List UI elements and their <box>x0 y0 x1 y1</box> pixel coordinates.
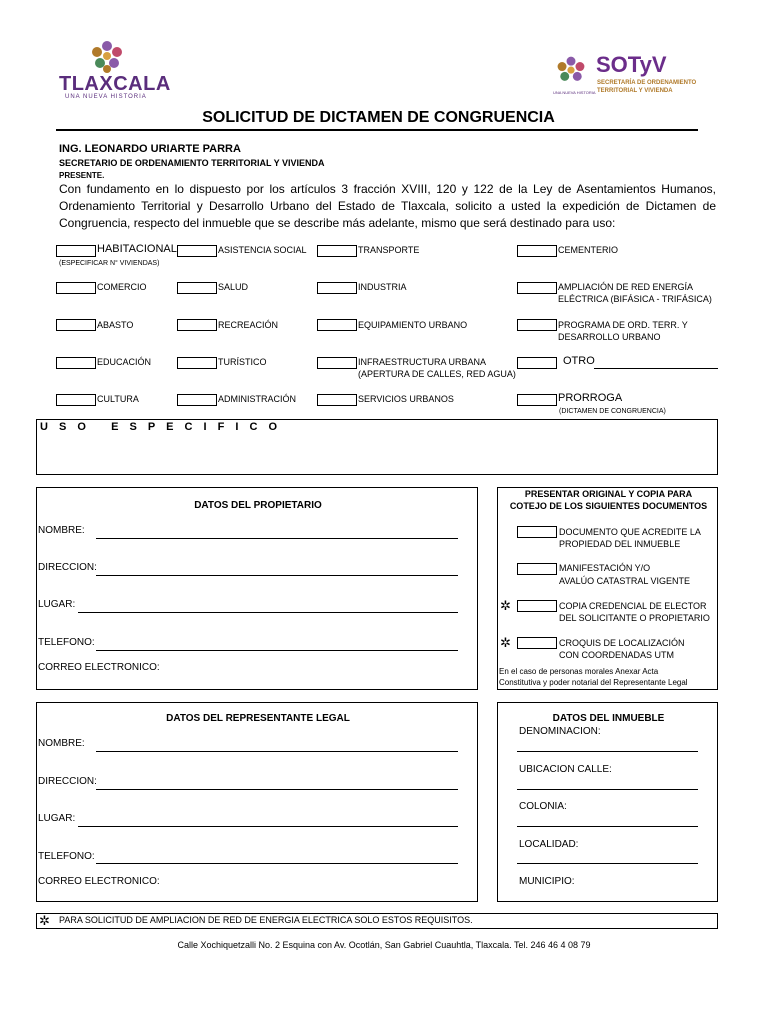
propietario-lugar-field[interactable] <box>78 612 458 613</box>
tlaxcala-tagline: UNA NUEVA HISTORIA <box>65 94 147 100</box>
propietario-lugar-label: LUGAR: <box>38 599 76 610</box>
label-asistencia-social: ASISTENCIA SOCIAL <box>218 245 307 255</box>
uso-especifico-label: U S O E S P E C I F I C O <box>40 421 282 433</box>
label-ampliacion-1: AMPLIACIÓN DE RED ENERGÍA <box>558 282 694 292</box>
inmueble-ubicacion-label: UBICACION CALLE: <box>519 764 612 775</box>
checkbox-prorroga[interactable] <box>517 394 557 406</box>
gear-icon: ✲ <box>39 913 50 928</box>
propietario-nombre-field[interactable] <box>96 538 458 539</box>
inmueble-denominacion-field[interactable] <box>517 751 698 752</box>
representante-lugar-label: LUGAR: <box>38 813 76 824</box>
inmueble-colonia-label: COLONIA: <box>519 801 567 812</box>
gear-icon: ✲ <box>500 635 511 650</box>
representante-correo-label: CORREO ELECTRONICO: <box>38 876 160 887</box>
checkbox-ampliacion-red[interactable] <box>517 282 557 294</box>
tlaxcala-logo <box>55 38 171 100</box>
checkbox-cementerio[interactable] <box>517 245 557 257</box>
checkbox-equipamiento[interactable] <box>317 319 357 331</box>
checkbox-croquis[interactable] <box>517 637 557 649</box>
inmueble-ubicacion-field[interactable] <box>517 789 698 790</box>
sotyv-subtitle-2: TERRITORIAL Y VIVIENDA <box>597 88 673 94</box>
label-infraestructura-2: (APERTURA DE CALLES, RED AGUA) <box>358 369 516 379</box>
doc4-line2: CON COORDENADAS UTM <box>559 650 675 660</box>
checkbox-infraestructura[interactable] <box>317 357 357 369</box>
footer-address: Calle Xochiquetzalli No. 2 Esquina con Av. Ocotlán, San Gabriel Cuauhtla, Tlaxcala. Tel. 246 46 4 08 79 <box>177 940 591 950</box>
propietario-nombre-label: NOMBRE: <box>38 525 85 536</box>
label-otro: OTRO <box>563 355 595 367</box>
note-habitacional: (ESPECIFICAR N° VIVIENDAS) <box>59 260 160 267</box>
label-salud: SALUD <box>218 282 249 292</box>
checkbox-documento-propiedad[interactable] <box>517 526 557 538</box>
label-servicios-urbanos: SERVICIOS URBANOS <box>358 394 454 404</box>
representante-nombre-label: NOMBRE: <box>38 738 85 749</box>
documentos-note-1: En el caso de personas morales Anexar Acta <box>499 667 659 676</box>
intro-paragraph: Con fundamento en lo dispuesto por los artículos 3 fracción XVIII, 120 y 122 de la Ley de Asentamientos Humanos, Ordenamiento Territorial y Desarrollo Urbano del Estado de Tlaxcala, solicito a usted la expedición de Dictamen de Congruencia, respecto del inmueble que se describe más adelante, mismo que será destinado para uso: <box>59 182 716 230</box>
page-title: SOLICITUD DE DICTAMEN DE CONGRUENCIA <box>202 109 555 126</box>
doc3-line1: COPIA CREDENCIAL DE ELECTOR <box>559 601 707 611</box>
inmueble-denominacion-label: DENOMINACION: <box>519 726 601 737</box>
checkbox-salud[interactable] <box>177 282 217 294</box>
label-ampliacion-2: ELÉCTRICA (BIFÁSICA - TRIFÁSICA) <box>558 294 712 304</box>
propietario-direccion-field[interactable] <box>96 575 458 576</box>
documentos-title-1: PRESENTAR ORIGINAL Y COPIA PARA <box>524 489 693 499</box>
tlaxcala-wordmark: TLAXCALA <box>59 73 171 95</box>
propietario-telefono-label: TELEFONO: <box>38 637 95 648</box>
representante-title: DATOS DEL REPRESENTANTE LEGAL <box>166 713 350 724</box>
checkbox-habitacional[interactable] <box>56 245 96 257</box>
checkbox-cultura[interactable] <box>56 394 96 406</box>
representante-nombre-field[interactable] <box>96 751 458 752</box>
title-rule <box>56 129 698 131</box>
checkbox-comercio[interactable] <box>56 282 96 294</box>
label-infraestructura-1: INFRAESTRUCTURA URBANA <box>358 357 487 367</box>
representante-lugar-field[interactable] <box>78 826 458 827</box>
inmueble-localidad-field[interactable] <box>517 863 698 864</box>
checkbox-manifestacion[interactable] <box>517 563 557 575</box>
checkbox-credencial[interactable] <box>517 600 557 612</box>
documentos-note-2: Constitutiva y poder notarial del Representante Legal <box>499 678 688 687</box>
propietario-title: DATOS DEL PROPIETARIO <box>194 500 322 511</box>
label-cultura: CULTURA <box>97 394 139 404</box>
propietario-section <box>36 487 478 690</box>
representante-direccion-label: DIRECCION: <box>38 776 97 787</box>
label-comercio: COMERCIO <box>97 282 147 292</box>
flower-emblem-icon <box>87 38 127 76</box>
representante-section <box>36 702 478 902</box>
doc2-line2: AVALÚO CATASTRAL VIGENTE <box>559 576 691 586</box>
checkbox-educacion[interactable] <box>56 357 96 369</box>
label-prorroga: PRORROGA <box>558 392 623 404</box>
addressee-present: PRESENTE. <box>59 171 105 180</box>
checkbox-recreacion[interactable] <box>177 319 217 331</box>
checkbox-turistico[interactable] <box>177 357 217 369</box>
checkbox-servicios-urbanos[interactable] <box>317 394 357 406</box>
addressee-role: SECRETARIO DE ORDENAMIENTO TERRITORIAL Y VIVIENDA <box>59 158 325 168</box>
doc2-line1: MANIFESTACIÓN Y/O <box>559 563 651 573</box>
checkbox-administracion[interactable] <box>177 394 217 406</box>
sotyv-logo <box>553 52 713 100</box>
inmueble-municipio-label: MUNICIPIO: <box>519 876 575 887</box>
checkbox-transporte[interactable] <box>317 245 357 257</box>
checkbox-programa[interactable] <box>517 319 557 331</box>
inmueble-colonia-field[interactable] <box>517 826 698 827</box>
sotyv-emblem-icon <box>553 54 589 88</box>
label-programa-1: PROGRAMA DE ORD. TERR. Y <box>558 320 688 330</box>
label-cementerio: CEMENTERIO <box>558 245 619 255</box>
label-equipamiento: EQUIPAMIENTO URBANO <box>358 320 468 330</box>
addressee-name: ING. LEONARDO URIARTE PARRA <box>59 143 241 155</box>
gear-icon: ✲ <box>500 598 511 613</box>
gear-note-text: PARA SOLICITUD DE AMPLIACION DE RED DE ENERGIA ELECTRICA SOLO ESTOS REQUISITOS. <box>59 915 473 925</box>
propietario-direccion-label: DIRECCION: <box>38 562 97 573</box>
propietario-telefono-field[interactable] <box>96 650 458 651</box>
label-administracion: ADMINISTRACIÓN <box>218 394 297 404</box>
sotyv-subtitle-1: SECRETARÍA DE ORDENAMIENTO <box>597 80 697 86</box>
label-recreacion: RECREACIÓN <box>218 320 279 330</box>
representante-telefono-field[interactable] <box>96 863 458 864</box>
label-habitacional: HABITACIONAL <box>97 243 177 255</box>
uso-especifico-box[interactable] <box>36 419 718 475</box>
documentos-title-2: COTEJO DE LOS SIGUIENTES DOCUMENTOS <box>509 501 708 511</box>
label-industria: INDUSTRIA <box>358 282 407 292</box>
label-turistico: TURÍSTICO <box>218 357 267 367</box>
label-programa-2: DESARROLLO URBANO <box>558 332 661 342</box>
inmueble-localidad-label: LOCALIDAD: <box>519 839 579 850</box>
inmueble-title: DATOS DEL INMUEBLE <box>552 713 665 724</box>
doc4-line1: CROQUIS DE LOCALIZACIÓN <box>559 638 685 648</box>
representante-direccion-field[interactable] <box>96 789 458 790</box>
label-transporte: TRANSPORTE <box>358 245 420 255</box>
sotyv-tagline: UNA NUEVA HISTORIA <box>553 90 596 95</box>
gear-note-box <box>36 913 718 929</box>
checkbox-asistencia-social[interactable] <box>177 245 217 257</box>
propietario-correo-label: CORREO ELECTRONICO: <box>38 662 160 673</box>
sotyv-wordmark: SOTyV <box>596 52 667 77</box>
checkbox-abasto[interactable] <box>56 319 96 331</box>
label-abasto: ABASTO <box>97 320 134 330</box>
note-prorroga: (DICTAMEN DE CONGRUENCIA) <box>559 408 666 415</box>
doc1-line2: PROPIEDAD DEL INMUEBLE <box>559 539 681 549</box>
doc1-line1: DOCUMENTO QUE ACREDITE LA <box>559 527 701 537</box>
label-educacion: EDUCACIÓN <box>97 357 152 367</box>
checkbox-otro[interactable] <box>517 357 557 369</box>
otro-input-line[interactable] <box>594 368 718 369</box>
representante-telefono-label: TELEFONO: <box>38 851 95 862</box>
checkbox-industria[interactable] <box>317 282 357 294</box>
doc3-line2: DEL SOLICITANTE O PROPIETARIO <box>559 613 710 623</box>
